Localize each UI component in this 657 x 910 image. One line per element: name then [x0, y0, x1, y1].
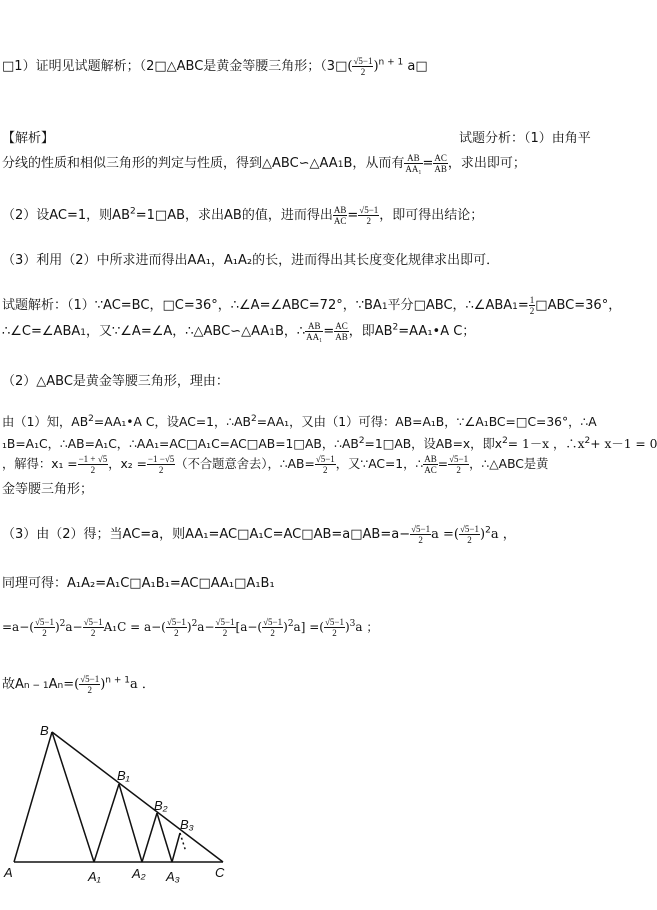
exponent: n + 1 [378, 57, 404, 68]
solution-line-2: ∴∠C=∠ABA1，又∵∠A=∠A，∴△ABC∽△AA1B，∴ $\frac{AB}{\text{AA₁}}$ = $\frac{AC}{AB}$ ，即$AB^2=AA_1•A$ C； [2, 321, 476, 342]
segment-A1B1 [94, 784, 119, 862]
answer-part-3: a [407, 59, 416, 74]
box-glyph: □ [535, 298, 548, 313]
subscript: 1 [269, 328, 275, 338]
text: A [48, 677, 58, 692]
text: C=36°，∴∠A=∠ABC=72°，∵BA [174, 298, 382, 313]
text: B，从而有 [343, 156, 405, 171]
box-glyph: □ [413, 298, 426, 313]
exponent: 2 [392, 322, 399, 333]
segment-BC [52, 732, 223, 862]
text: A₁B₁=AC [141, 576, 199, 591]
box-glyph: □ [237, 527, 250, 542]
box-glyph: □ [154, 208, 168, 223]
solution-line-3: （2）△ABC是黄金等腰三角形，理由： [2, 374, 229, 389]
fraction: $\frac{√5-1}{2}$ [263, 617, 283, 638]
text: ) [54, 620, 60, 634]
fraction: $\frac{-1 -√5}{2}$ [147, 454, 175, 475]
box-glyph: □ [335, 59, 348, 74]
subscript: 1 [337, 160, 344, 170]
analysis-intro: 试题分析：（1）由角平 [459, 131, 591, 146]
text: ，又∵∠A=∠A，∴△ABC∽△AA [86, 324, 270, 339]
text: a− [197, 620, 215, 634]
fraction: $\frac{√5-1}{2}$ [215, 617, 235, 638]
text: a ． [130, 677, 155, 692]
text: a =( [431, 527, 459, 542]
exponent: n + 1 [105, 675, 130, 686]
text: 同理可得：A₁A₂=A₁C [2, 576, 130, 591]
text: ，x₂ = [108, 457, 147, 471]
box-glyph: □ [234, 576, 247, 591]
segment-BA1 [52, 732, 94, 862]
analysis-line-2: 分线的性质和相似三角形的判定与性质，得到△ABC∽△AA1B，从而有 $\frac{AB}{\text{AA₁}}$ = $\frac{AC}{AB}$ ，求出即可； [2, 153, 526, 174]
exponent: 2 [191, 619, 198, 629]
box-glyph: □ [2, 59, 15, 74]
text: ，又∵AC=1，∴ [335, 457, 424, 471]
answer-line: □1）证明见试题解析；（2□△ABC是黄金等腰三角形；（3□( $\frac{√5-1}{2}$ )$^{n + 1}$ a□ [2, 56, 428, 77]
segment-B2A3 [157, 813, 172, 862]
box-glyph: □ [293, 437, 305, 451]
segment-B3-dashed [180, 833, 186, 852]
text: ) [100, 677, 106, 692]
label-B1: B₁ [117, 768, 130, 783]
box-glyph: □ [154, 59, 167, 74]
text: AB，设AB=x，即x [394, 437, 503, 451]
exponent: 2 [358, 435, 365, 446]
text: ，解得：x₁ = [2, 457, 78, 471]
fraction: $\frac{AB}{AC}$ [424, 454, 437, 475]
text: AB，求出AB的值，进而得出 [167, 208, 333, 223]
analysis-title: 【解析】 [2, 131, 55, 146]
text: = [517, 298, 529, 313]
fraction: $\frac{-1 + √5}{2}$ [78, 454, 108, 475]
text: AB=a [313, 527, 351, 542]
text: A₁C = a−( [103, 620, 166, 634]
text: ) [186, 620, 192, 634]
text: [a−( [235, 620, 263, 634]
text: ₁B=A₁C，∴AB=A₁C，∴AA₁=AC [2, 437, 187, 451]
box-glyph: □ [350, 527, 363, 542]
text: ∴∠C=∠ABA [2, 324, 81, 339]
text: a− [65, 620, 83, 634]
text: 平分 [387, 298, 414, 313]
text: （2）设AC=1，则AB [2, 208, 130, 223]
text: a ， [490, 527, 516, 542]
text: = 1－x ，∴x [507, 437, 585, 451]
box-glyph: □ [246, 437, 259, 451]
text: ，即可得出结论； [379, 208, 484, 223]
subscript: n − 1 [23, 681, 49, 691]
box-glyph: □ [162, 298, 175, 313]
answer-part-1: 1）证明见试题解析；（2 [14, 59, 155, 74]
text: a ； [355, 620, 379, 634]
text: （3）由（2）得；当AC=a，则AA₁=AC [2, 527, 238, 542]
text: A₁C=AC [249, 527, 302, 542]
fraction: $\frac{√5-1}{2}$ [166, 617, 186, 638]
text: ，即AB [348, 324, 393, 339]
box-glyph: □ [382, 437, 395, 451]
text: ) [283, 620, 288, 634]
text: 由（1）知，AB [2, 415, 89, 429]
solution-line-7: 金等腰三角形； [2, 482, 94, 497]
fraction: $\frac{AB}{AC}$ [333, 205, 347, 226]
text: =AA₁，又由（1）可得：AB=A₁B，∵∠A₁BC= [256, 415, 516, 429]
text: + x－1 = 0 [590, 437, 657, 451]
subscript: 1 [381, 302, 388, 312]
text: ，求出即可； [447, 156, 526, 171]
exponent: 2 [287, 619, 294, 629]
fraction: $\frac{√5-1}{2}$ [459, 524, 479, 545]
fraction: $\frac{√5-1}{2}$ [80, 674, 100, 695]
box-glyph: □ [415, 59, 428, 74]
text: a] =( [293, 620, 324, 634]
fraction: $\frac{AB}{\text{AA₁}}$ [306, 321, 323, 342]
label-B: B [40, 723, 49, 738]
fraction: $\frac{1}{2}$ [529, 295, 535, 316]
text: =a−( [2, 620, 34, 634]
text: ，∴△ABC是黄 [469, 457, 549, 471]
exponent: 2 [130, 206, 136, 217]
fraction: $\frac{√5-1}{2}$ [449, 454, 469, 475]
fraction: $\frac{√5-1}{2}$ [315, 454, 335, 475]
text: A₁B₁ [246, 576, 275, 591]
text: ) [480, 527, 486, 542]
subscript: n [57, 681, 64, 691]
text: AB=1 [258, 437, 294, 451]
label-A2: A₂ [132, 866, 146, 881]
text: B，∴ [274, 324, 306, 339]
text: 试题解析：（1）∵AC=BC， [2, 298, 163, 313]
exponent: 2 [250, 413, 257, 424]
exponent: 2 [59, 619, 66, 629]
text: C=36°，∴A [527, 415, 597, 429]
segment-A3B3 [172, 833, 180, 862]
text: 分线的性质和相似三角形的判定与性质，得到△ABC∽△AA [2, 156, 338, 171]
text: A₁C=AC [197, 437, 247, 451]
exponent: 2 [502, 435, 508, 446]
label-A3: A₃ [166, 869, 180, 884]
exponent: 2 [485, 525, 491, 536]
fraction: $\frac{AC}{AB}$ [434, 153, 447, 174]
label-C: C [215, 865, 225, 880]
text: AB，∴AB [304, 437, 359, 451]
box-glyph: □ [301, 527, 314, 542]
text: ABC=36°， [547, 298, 622, 313]
subscript: 1 [512, 302, 518, 312]
segment-A2B2 [142, 813, 157, 862]
fraction: $\frac{√5-1}{2}$ [83, 617, 103, 638]
text: AB=a− [362, 527, 411, 542]
analysis-line-3: （2）设AC=1，则$AB^2=1□AB$，求出AB的值，进而得出 $\frac{AB}{AC}$ = $\frac{√5-1}{2}$ ，即可得出结论； [2, 205, 484, 226]
box-glyph: □ [129, 576, 142, 591]
fraction: $\frac{√5-1}{2}$ [34, 617, 54, 638]
fraction: $\frac{√5-1}{2}$ [359, 205, 379, 226]
segment-AB [14, 732, 52, 862]
text: （不合题意舍去），∴AB= [175, 457, 315, 471]
text: ABC，∴∠ABA [425, 298, 513, 313]
label-A: A [4, 865, 13, 880]
answer-part-2: △ABC是黄金等腰三角形；（3 [166, 59, 336, 74]
segment-B1A2 [119, 784, 142, 862]
label-B2: B₂ [154, 798, 168, 813]
text: AA₁ [210, 576, 235, 591]
text: =AA₁•A C； [398, 324, 476, 339]
fraction: $\frac{√5-1}{2}$ [411, 524, 431, 545]
fraction: $\frac{AC}{AB}$ [335, 321, 348, 342]
exponent: 2 [88, 413, 94, 424]
text: =1 [364, 437, 383, 451]
fraction: $\frac{√5-1}{2}$ [353, 56, 373, 77]
box-glyph: □ [186, 437, 198, 451]
exponent: 3 [349, 619, 356, 629]
text: 故A [2, 677, 24, 692]
box-glyph: □ [198, 576, 211, 591]
label-B3: B₃ [180, 817, 194, 832]
label-A1: A₁ [88, 869, 101, 884]
box-glyph: □ [515, 415, 528, 429]
text: =AA₁•A C，设AC=1，∴AB [93, 415, 251, 429]
text: ) [344, 620, 350, 634]
analysis-line-4: （3）利用（2）中所求进而得出AA₁，A₁A₂的长，进而得出其长度变化规律求出即可． [2, 253, 500, 268]
exponent: 2 [584, 435, 591, 446]
text: = [437, 457, 449, 471]
subscript: 1 [80, 328, 86, 338]
fraction: $\frac{AB}{\text{AA₁}}$ [405, 153, 422, 174]
fraction: $\frac{√5-1}{2}$ [324, 617, 344, 638]
text: =( [63, 677, 80, 692]
text: =1 [135, 208, 155, 223]
